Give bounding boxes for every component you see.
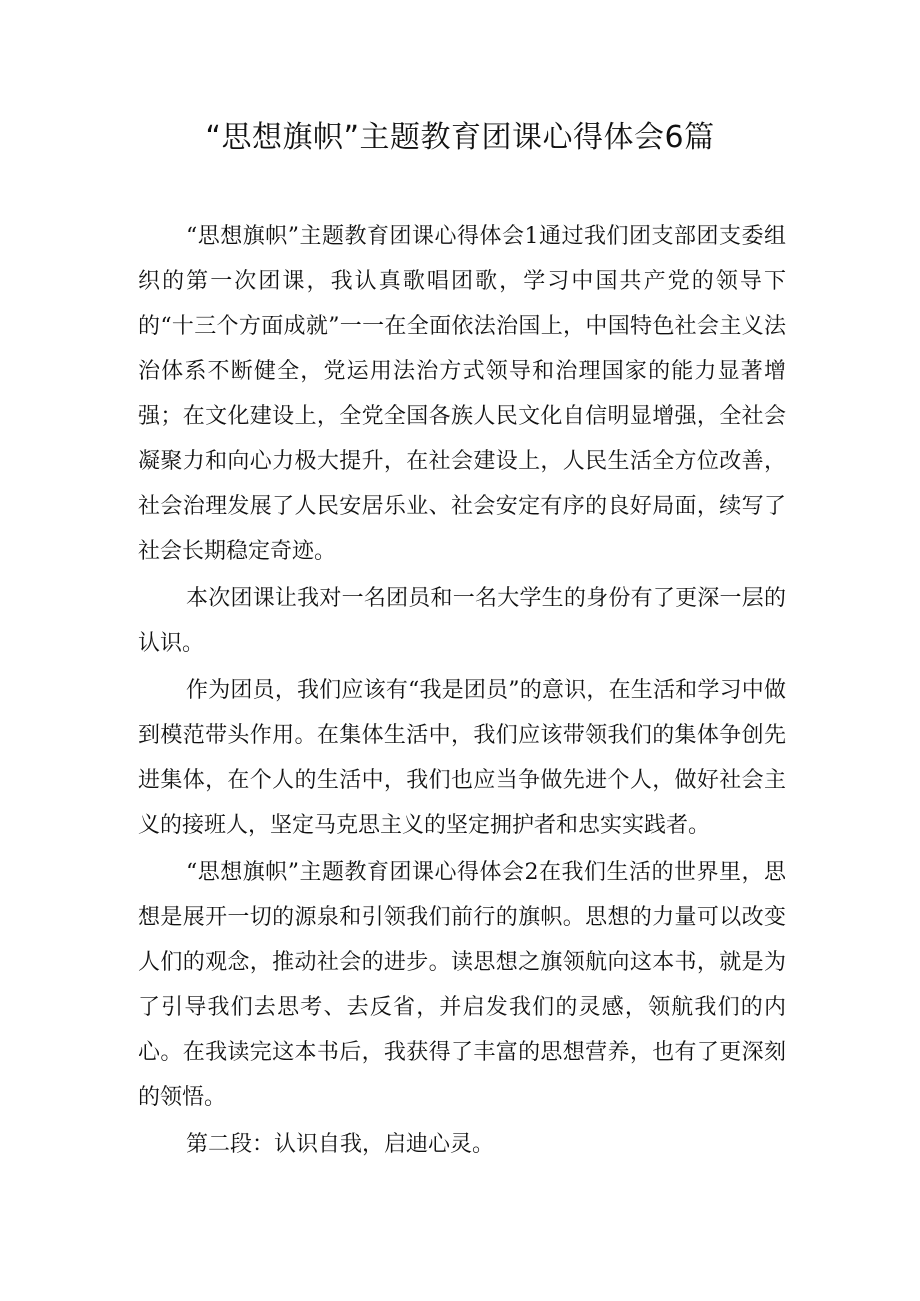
document-title: “思想旗帜”主题教育团课心得体会6篇 (205, 120, 715, 155)
paragraph-2: 本次团课让我对一名团员和一名大学生的身份有了更深一层的认识。 (138, 586, 786, 656)
paragraph-4: “思想旗帜”主题教育团课心得体会2在我们生活的世界里，思想是展开一切的源泉和引领我们前行的旗帜。思想的力量可以改变人们的观念，推动社会的进步。读思想之旗领航向这本书，就是为了引导我们去思考、去反省，并启发我们的灵感，领航我们的内心。在我读完这本书后，我获得了丰富的思想营养，也有了更深刻的领悟。 (138, 860, 786, 1110)
paragraph-3: 作为团员，我们应该有“我是团员”的意识，在生活和学习中做到模范带头作用。在集体生活中，我们应该带领我们的集体争创先进集体，在个人的生活中，我们也应当争做先进个人，做好社会主义的接班人，坚定马克思主义的坚定拥护者和忠实实践者。 (138, 678, 786, 838)
paragraph-5: 第二段：认识自我，启迪心灵。 (186, 1132, 495, 1157)
paragraph-1: “思想旗帜”主题教育团课心得体会1通过我们团支部团支委组织的第一次团课，我认真歌唱团歌，学习中国共产党的领导下的“十三个方面成就”一一在全面依法治国上，中国特色社会主义法治体系不断健全，党运用法治方式领导和治理国家的能力显著增强；在文化建设上，全党全国各族人民文化自信明显增强，全社会凝聚力和向心力极大提升，在社会建设上，人民生活全方位改善，社会治理发展了人民安居乐业、社会安定有序的良好局面，续写了社会长期稳定奇迹。 (138, 224, 786, 564)
document-body (138, 214, 786, 1169)
